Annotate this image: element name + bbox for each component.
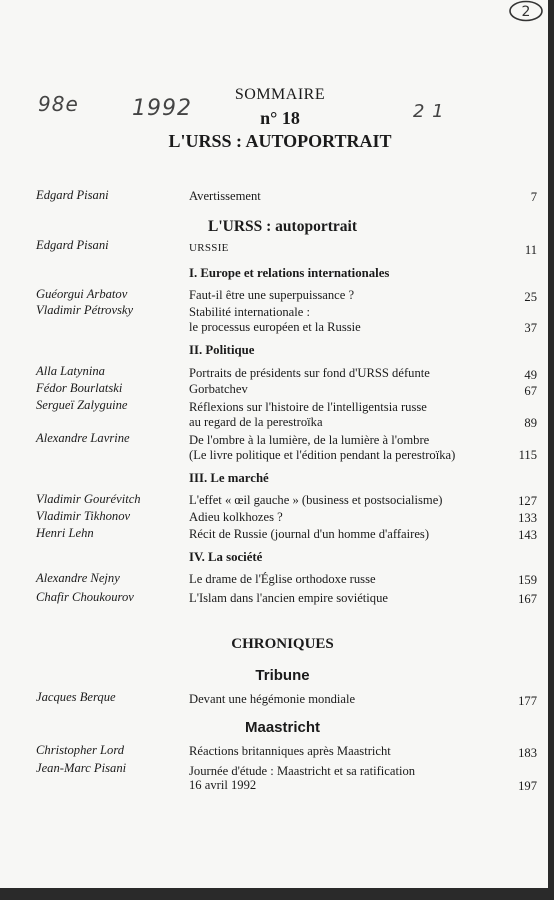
- toc-page: 197: [518, 779, 537, 793]
- maastricht-heading: Maastricht: [244, 719, 321, 736]
- toc-page: 115: [518, 448, 537, 462]
- toc-author: Jean-Marc Pisani: [36, 761, 127, 775]
- toc-page: 7: [530, 190, 537, 204]
- toc-author: Christopher Lord: [36, 743, 125, 757]
- toc-title: De l'ombre à la lumière, de la lumière à l'ombre: [189, 433, 430, 447]
- scan-edge-bottom: [0, 888, 554, 900]
- library-stamp-logo: [508, 0, 544, 22]
- toc-title: 16 avril 1992: [189, 778, 257, 792]
- stamp-mark: 2: [521, 4, 531, 20]
- toc-page: 25: [524, 290, 537, 304]
- toc-page: 11: [524, 243, 537, 257]
- toc-author: Vladimir Pétrovsky: [36, 303, 134, 317]
- toc-title: au regard de la perestroïka: [189, 415, 323, 429]
- toc-page: 49: [524, 368, 537, 382]
- toc-title: L'Islam dans l'ancien empire soviétique: [189, 591, 388, 605]
- toc-page: 67: [524, 384, 537, 398]
- toc-author: Edgard Pisani: [36, 188, 109, 202]
- tribune-heading: Tribune: [255, 667, 310, 684]
- toc-author: Edgard Pisani: [36, 238, 109, 252]
- section-heading: II. Politique: [189, 343, 255, 357]
- handwritten-year: 1992: [132, 96, 192, 121]
- toc-author: Alexandre Lavrine: [36, 431, 130, 445]
- scan-edge-right: [548, 0, 554, 900]
- toc-author: Alexandre Nejny: [36, 571, 120, 585]
- toc-title: Portraits de présidents sur fond d'URSS défunte: [189, 366, 430, 380]
- toc-title: L'effet « œil gauche » (business et postsocialisme): [189, 493, 443, 507]
- toc-author: Henri Lehn: [36, 526, 94, 540]
- toc-page: 159: [518, 573, 537, 587]
- toc-title: Faut-il être une superpuissance ?: [189, 288, 355, 302]
- toc-title: (Le livre politique et l'édition pendant la perestroïka): [189, 448, 456, 462]
- toc-page: 177: [518, 694, 537, 708]
- toc-title: Adieu kolkhozes ?: [189, 510, 283, 524]
- section-main-heading: L'URSS : autoportrait: [208, 218, 357, 235]
- toc-page: 143: [518, 528, 537, 542]
- toc-title: le processus européen et la Russie: [189, 320, 361, 334]
- toc-title: Le drame de l'Église orthodoxe russe: [189, 572, 376, 586]
- section-heading: IV. La société: [189, 550, 263, 564]
- toc-title: Devant une hégémonie mondiale: [189, 692, 356, 706]
- issue-number: n° 18: [260, 108, 300, 128]
- toc-author: Vladimir Gourévitch: [36, 492, 141, 506]
- toc-page: 127: [518, 494, 537, 508]
- sommaire-heading: SOMMAIRE: [234, 86, 326, 103]
- toc-author: Sergueï Zalyguine: [36, 398, 128, 412]
- section-heading: III. Le marché: [189, 471, 269, 485]
- issue-title: L'URSS : AUTOPORTRAIT: [168, 131, 392, 151]
- toc-page: 133: [518, 511, 537, 525]
- toc-title: Gorbatchev: [189, 382, 248, 396]
- toc-author: Alla Latynina: [36, 364, 105, 378]
- toc-title: Journée d'étude : Maastricht et sa ratification: [189, 764, 416, 778]
- toc-author: Chafir Choukourov: [36, 590, 134, 604]
- toc-page: 167: [518, 592, 537, 606]
- toc-title: Stabilité internationale :: [189, 305, 311, 319]
- toc-title: Avertissement: [189, 189, 261, 203]
- toc-title: URSSIE: [189, 242, 229, 254]
- toc-author: Fédor Bourlatski: [36, 381, 123, 395]
- handwritten-ref-right: 2 1: [413, 101, 445, 122]
- section-heading: I. Europe et relations internationales: [189, 266, 390, 280]
- handwritten-ref-left: 98e: [38, 92, 79, 116]
- toc-author: Vladimir Tikhonov: [36, 509, 131, 523]
- toc-page: 89: [524, 416, 537, 430]
- toc-title: Réflexions sur l'histoire de l'intelligentsia russe: [189, 400, 427, 414]
- toc-title: Récit de Russie (journal d'un homme d'affaires): [189, 527, 430, 541]
- toc-page: 183: [518, 746, 537, 760]
- toc-author: Jacques Berque: [36, 690, 116, 704]
- toc-author: Guéorgui Arbatov: [36, 287, 128, 301]
- chroniques-heading: CHRONIQUES: [231, 636, 334, 652]
- toc-title: Réactions britanniques après Maastricht: [189, 744, 391, 758]
- toc-page: 37: [524, 321, 537, 335]
